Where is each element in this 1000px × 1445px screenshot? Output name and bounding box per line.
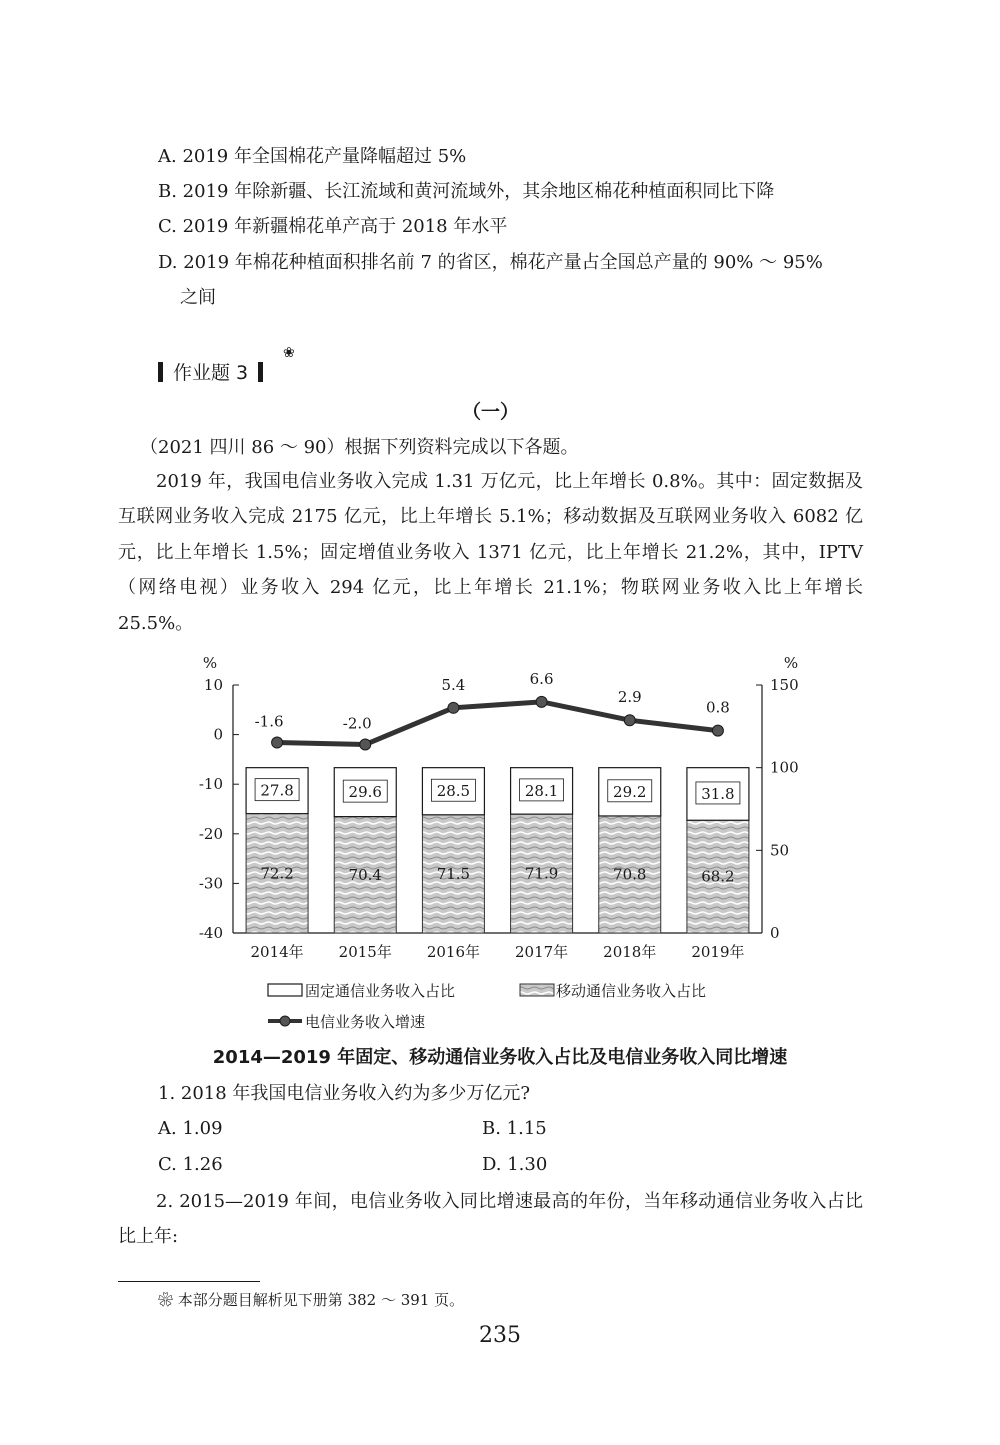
- growth-point: [448, 702, 459, 713]
- header-right-mark: [258, 362, 263, 382]
- fixed-value-label: 29.2: [613, 782, 647, 801]
- material-paragraph: 2019 年，我国电信业务收入完成 1.31 万亿元，比上年增长 0.8%。其中：固定数据及互联网业务收入完成 2175 亿元，比上年增长 5.1%；移动数据及互联网业务收入 6082 亿元，比上年增长 1.5%；固定增值业务收入 1371 亿元，比上年增长 21.2%，其中，IPTV（网络电视）业务收入 294 亿元，比上年增长 21.1%；物联网业务收入比上年增长 25.5%。: [118, 471, 863, 634]
- q1-option-c: C. 1.26: [158, 1154, 223, 1175]
- mobile-value-label: 70.4: [348, 865, 382, 884]
- legend-fixed-swatch: [268, 984, 302, 996]
- q1-option-a: A. 1.09: [158, 1118, 223, 1139]
- x-tick-label: 2019年: [691, 943, 745, 961]
- x-tick-label: 2015年: [338, 943, 392, 961]
- mobile-value-label: 72.2: [260, 864, 294, 883]
- growth-point: [272, 737, 283, 748]
- fixed-value-label: 31.8: [701, 784, 735, 803]
- fixed-value-label: 28.5: [436, 782, 471, 801]
- page-number: 235: [479, 1323, 521, 1348]
- left-tick-label: -10: [198, 775, 223, 794]
- header-title: 作业题 3: [173, 362, 249, 384]
- left-tick-label: -40: [198, 924, 223, 942]
- mobile-value-label: 70.8: [613, 865, 647, 884]
- mobile-value-label: 71.5: [436, 864, 471, 883]
- q1-option-b: B. 1.15: [482, 1118, 547, 1139]
- left-tick-label: -20: [198, 824, 223, 843]
- mobile-value-label: 71.9: [524, 864, 559, 883]
- question-1: 1. 2018 年我国电信业务收入约为多少万亿元?: [158, 1083, 531, 1104]
- chart: [195, 650, 799, 1040]
- growth-value-label: 2.9: [617, 688, 642, 707]
- right-tick-label: 0: [770, 924, 780, 942]
- x-tick-label: 2016年: [426, 943, 481, 961]
- growth-value-label: 5.4: [441, 675, 466, 694]
- legend-fixed-label: 固定通信业务收入占比: [305, 982, 456, 1000]
- right-tick-label: 100: [770, 758, 799, 777]
- flower-icon: ❀: [283, 345, 295, 361]
- question-source: （2021 四川 86 ～ 90）根据下列资料完成以下各题。: [140, 437, 579, 458]
- footnote-text: 本部分题目解析见下册第 382 ～ 391 页。: [177, 1291, 465, 1309]
- growth-point: [624, 715, 635, 726]
- footnote-flower-icon: ❀: [158, 1291, 174, 1309]
- growth-point: [360, 739, 371, 750]
- option-d-prev: D. 2019 年棉花种植面积排名前 7 的省区，棉花产量占全国总产量的 90% ～ 95%: [158, 252, 823, 273]
- right-tick-label: 150: [770, 676, 799, 694]
- growth-point: [712, 725, 723, 736]
- growth-value-label: 0.8: [705, 698, 730, 717]
- question-2: 2. 2015—2019 年间，电信业务收入同比增速最高的年份，当年移动通信业务收入占比比上年:: [118, 1191, 863, 1248]
- option-a-prev: A. 2019 年全国棉花产量降幅超过 5%: [158, 146, 467, 167]
- legend-mobile-label: 移动通信业务收入占比: [556, 982, 707, 1000]
- growth-value-label: -2.0: [342, 714, 372, 733]
- footnote: [158, 1289, 464, 1310]
- legend-mobile-swatch: [520, 984, 554, 996]
- growth-value-label: 6.6: [529, 669, 554, 688]
- growth-value-label: -1.6: [254, 712, 284, 731]
- fixed-value-label: 28.1: [524, 781, 559, 800]
- left-tick-label: 0: [213, 725, 223, 744]
- option-b-prev: B. 2019 年除新疆、长江流域和黄河流域外，其余地区棉花种植面积同比下降: [158, 181, 775, 202]
- right-tick-label: 50: [770, 841, 790, 860]
- growth-point: [536, 696, 547, 707]
- fixed-value-label: 27.8: [260, 781, 294, 800]
- option-c-prev: C. 2019 年新疆棉花单产高于 2018 年水平: [158, 216, 508, 237]
- legend-growth-marker: [280, 1016, 290, 1026]
- left-tick-label: 10: [203, 676, 223, 694]
- q1-option-d: D. 1.30: [482, 1154, 548, 1175]
- footnote-rule: [118, 1281, 260, 1282]
- section-header: [158, 358, 263, 385]
- right-axis-unit: %: [783, 654, 799, 672]
- chart-caption: 2014—2019 年固定、移动通信业务收入占比及电信业务收入同比增速: [212, 1047, 788, 1068]
- x-tick-label: 2014年: [250, 943, 304, 961]
- fixed-value-label: 29.6: [348, 783, 382, 802]
- option-d-prev-cont: 之间: [180, 287, 216, 308]
- left-axis-unit: %: [202, 654, 218, 672]
- legend-growth-label: 电信业务收入增速: [305, 1013, 426, 1031]
- mobile-value-label: 68.2: [701, 867, 735, 886]
- left-tick-label: -30: [198, 874, 223, 893]
- x-tick-label: 2017年: [514, 943, 569, 961]
- section-title: （一）: [462, 401, 520, 423]
- x-tick-label: 2018年: [603, 943, 657, 961]
- header-left-mark: [158, 362, 163, 382]
